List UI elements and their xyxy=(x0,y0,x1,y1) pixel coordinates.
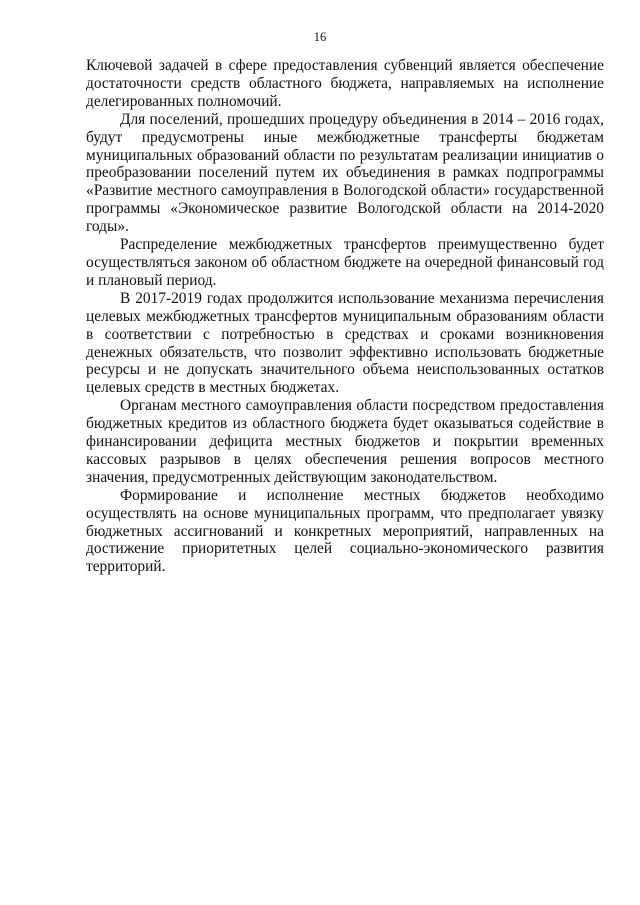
document-body xyxy=(86,57,604,576)
paragraph-municipal-programs: Формирование и исполнение местных бюджетов необходимо осуществлять на основе муниципальных программ, что предполагает увязку бюджетных ассигнований и конкретных мероприятий, направленных на достижение приоритетных целей социально-экономического развития территорий. xyxy=(86,486,604,576)
paragraph-budget-credits: Органам местного самоуправления области посредством предоставления бюджетных кредитов из областного бюджета будет оказываться содействие в финансировании дефицита местных бюджетов и покрытии временных кассовых разрывов в целях обеспечения решения вопросов местного значения, предусмотренных действующим законодательством. xyxy=(86,397,604,486)
paragraph-transfer-distribution: Распределение межбюджетных трансфертов преимущественно будет осуществляться законом об областном бюджете на очередной финансовый год и плановый период. xyxy=(86,236,604,289)
paragraph-targeted-transfers: В 2017-2019 годах продолжится использование механизма перечисления целевых межбюджетных трансфертов муниципальным образованиям области в соответствии с потребностью в средствах и сроками возникновения денежных обязательств, что позволит эффективно использовать бюджетные ресурсы и не допускать значительного объема неиспользованных остатков целевых средств в местных бюджетах. xyxy=(86,289,604,397)
page-number: 16 xyxy=(313,30,327,44)
paragraph-subventions: Ключевой задачей в сфере предоставления субвенций является обеспечение достаточности средств областного бюджета, направляемых на исполнение делегированных полномочий. xyxy=(86,57,604,110)
paragraph-merged-settlements: Для поселений, прошедших процедуру объединения в 2014 – 2016 годах, будут предусмотрены иные межбюджетные трансферты бюджетам муниципальных образований области по результатам реализации инициатив о преобразовании поселений путем их объединения в рамках подпрограммы «Развитие местного самоуправления в Вологодской области» государственной программы «Экономическое развитие Вологодской области на 2014-2020 годы». xyxy=(86,110,604,236)
